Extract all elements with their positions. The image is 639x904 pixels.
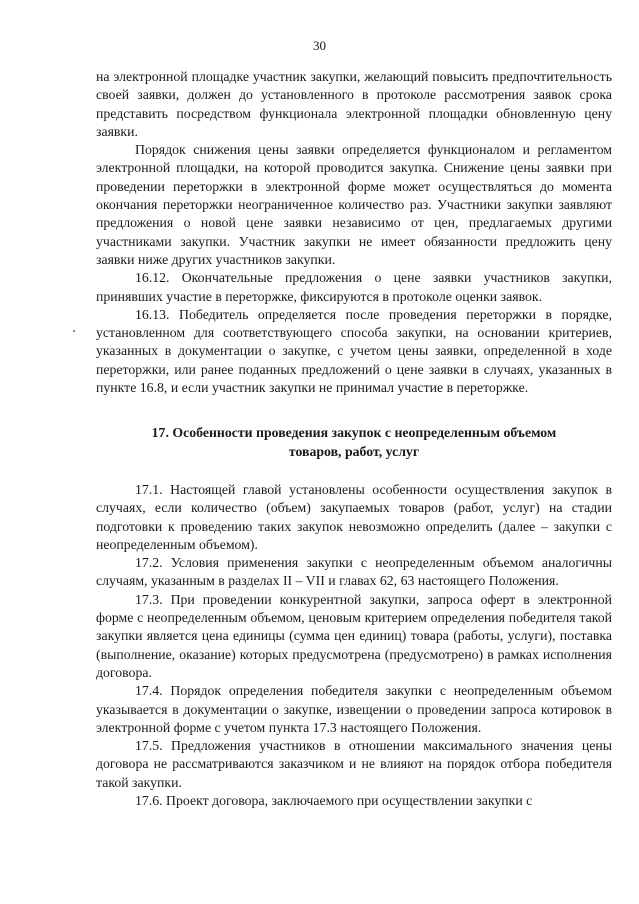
- margin-mark: [73, 330, 75, 332]
- paragraph-17-6: 17.6. Проект договора, заключаемого при осуществлении закупки с: [135, 792, 533, 808]
- section-heading-line-1: 17. Особенности проведения закупок с неопределенным объемом: [151, 425, 557, 441]
- page-content: [96, 68, 612, 810]
- section-heading-line-2: товаров, работ, услуг: [288, 443, 420, 459]
- paragraph-price-reduction-procedure: Порядок снижения цены заявки определяется функционалом и регламентом электронной площадки, на которой проводится закупка. Снижение цены заявки при проведении переторжки в электронной форме может осуществляться до момента окончания переторжки неограниченное количество раз. Участники закупки заявляют предложения о новой цене заявки независимо от цен, предлагаемых другими участниками закупки. Участник закупки не имеет обязанности предложить цену заявки ниже других участников закупки.: [96, 142, 612, 267]
- section-heading: [96, 424, 612, 461]
- paragraph-continuation: на электронной площадке участник закупки, желающий повысить предпочтительность своей заявки, должен до установленного в протоколе рассмотрения заявок срока представить посредством функционала электронной площадки обновленную цену заявки.: [96, 69, 612, 139]
- paragraph-17-5: 17.5. Предложения участников в отношении максимального значения цены договора не рассматриваются заказчиком и не влияют на порядок отбора победителя такой закупки.: [96, 738, 612, 790]
- page-number: 30: [313, 38, 326, 53]
- paragraph-16-12: 16.12. Окончательные предложения о цене заявки участников закупки, принявших участие в переторжке, фиксируются в протоколе оценки заявок.: [96, 270, 612, 304]
- paragraph-17-4: 17.4. Порядок определения победителя закупки с неопределенным объемом указывается в документации о закупке, извещении о проведении запроса котировок в электронной форме с учетом пункта 17.3 настоящего Положения.: [96, 683, 612, 735]
- paragraph-16-13: 16.13. Победитель определяется после проведения переторжки в порядке, установленном для соответствующего способа закупки, на основании критериев, указанных в документации о закупке, с учетом цены заявки, определенной в ходе переторжки, или ранее поданных предложений о цене заявки в случаях, указанных в пункте 16.8, и если участник закупки не принимал участие в переторжке.: [96, 306, 612, 396]
- paragraph-17-2: 17.2. Условия применения закупки с неопределенным объемом аналогичны случаям, указанным в разделах II – VII и главах 62, 63 настоящего Положения.: [96, 555, 612, 589]
- paragraph-17-1: 17.1. Настоящей главой установлены особенности осуществления закупок в случаях, если количество (объем) закупаемых товаров (работ, услуг) на стадии подготовки к проведению таких закупок невозможно определить (далее – закупки с неопределенным объемом).: [96, 481, 612, 552]
- paragraph-17-3: 17.3. При проведении конкурентной закупки, запроса оферт в электронной форме с неопределенным объемом, ценовым критерием определения победителя такой закупки является цена единицы (сумма цен единиц) товара (работы, услуги), поставка (выполнение, оказание) которых предусмотрена (предусмотрено) в рамках исполнения договора.: [96, 591, 612, 680]
